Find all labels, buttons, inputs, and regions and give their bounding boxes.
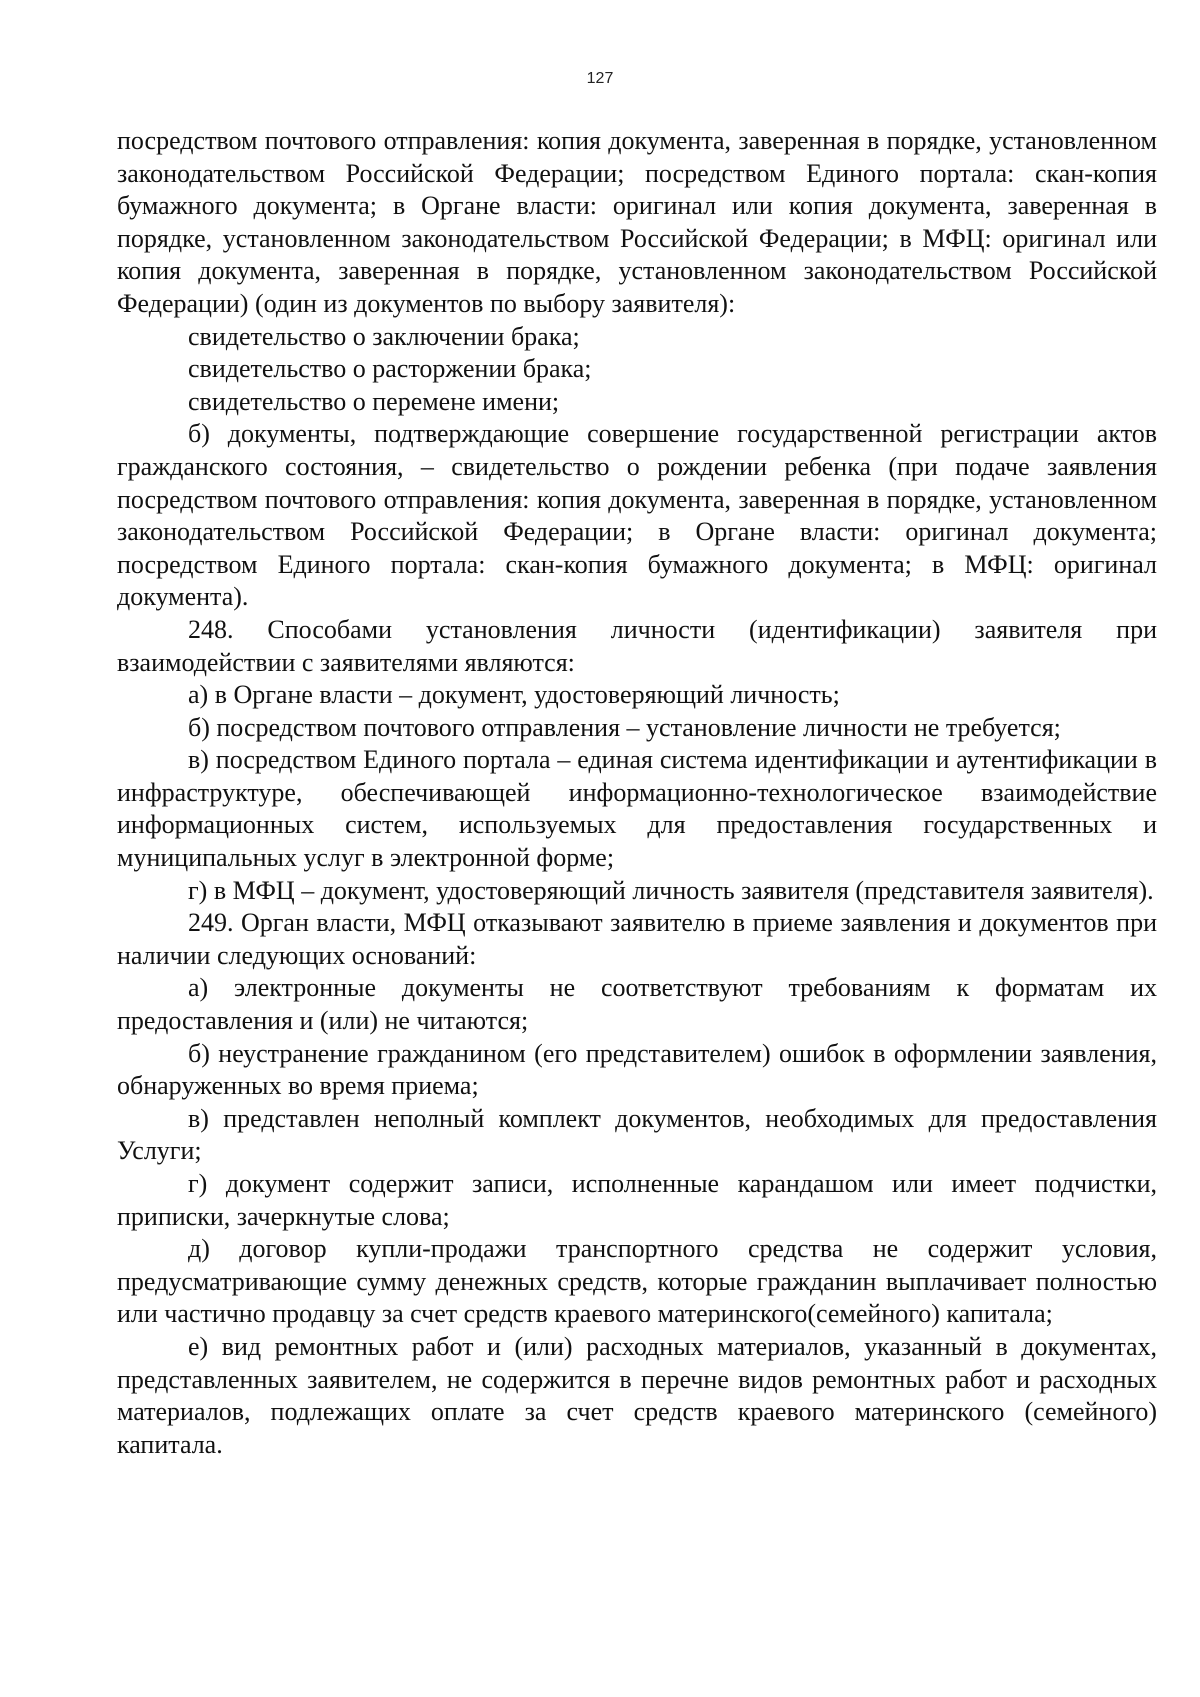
paragraph: г) документ содержит записи, исполненные карандашом или имеет подчистки, приписки, зачеркнутые слова; bbox=[117, 1169, 1157, 1231]
paragraph: б) посредством почтового отправления – установление личности не требуется; bbox=[188, 712, 1061, 742]
paragraph: а) электронные документы не соответствуют требованиям к форматам их предоставления и (или) не читаются; bbox=[117, 973, 1157, 1036]
page-number: 127 bbox=[586, 70, 614, 87]
paragraph: свидетельство о перемене имени; bbox=[188, 386, 560, 416]
paragraph: г) в МФЦ – документ, удостоверяющий личность заявителя (представителя заявителя). bbox=[188, 875, 1154, 905]
paragraph: посредством почтового отправления: копия документа, заверенная в порядке, установленном законодательством Российской Федерации; посредством Единого портала: скан-копия бумажного документа; в Органе власти: оригинал или копия документа, заверенная в порядке, установленном законодательством Российской Федерации; в МФЦ: оригинал или копия документа, заверенная в порядке, установленном законодательством Российской Федерации) (один из документов по выбору заявителя): bbox=[117, 126, 1157, 318]
document-body bbox=[117, 125, 1157, 1461]
paragraph: е) вид ремонтных работ и (или) расходных материалов, указанный в документах, представленных заявителем, не содержится в перечне видов ремонтных работ и расходных материалов, подлежащих оплате за счет средств краевого материнского (семейного) капитала. bbox=[117, 1331, 1157, 1459]
paragraph: в) посредством Единого портала – единая система идентификации и аутентификации в инфраструктуре, обеспечивающей информационно-технологическое взаимодействие информационных систем, используемых для предоставления государственных и муниципальных услуг в электронной форме; bbox=[117, 745, 1157, 873]
paragraph: в) представлен неполный комплект документов, необходимых для предоставления Услуги; bbox=[117, 1103, 1157, 1166]
paragraph: свидетельство о расторжении брака; bbox=[188, 354, 592, 384]
paragraph: 249. Орган власти, МФЦ отказывают заявителю в приеме заявления и документов при наличии следующих оснований: bbox=[117, 908, 1157, 970]
paragraph: а) в Органе власти – документ, удостоверяющий личность; bbox=[188, 680, 840, 710]
paragraph: д) договор купли-продажи транспортного средства не содержит условия, предусматривающие сумму денежных средств, которые гражданин выплачивает полностью или частично продавцу за счет средств краевого материнского(семейного) капитала; bbox=[117, 1234, 1157, 1329]
paragraph: 248. Способами установления личности (идентификации) заявителя при взаимодействии с заявителями являются: bbox=[117, 614, 1157, 677]
paragraph: б) неустранение гражданином (его представителем) ошибок в оформлении заявления, обнаруженных во время приема; bbox=[117, 1038, 1157, 1101]
paragraph: свидетельство о заключении брака; bbox=[188, 321, 580, 351]
paragraph: б) документы, подтверждающие совершение государственной регистрации актов гражданского состояния, – свидетельство о рождении ребенка (при подаче заявления посредством почтового отправления: копия документа, заверенная в порядке, установленном законодательством Российской Федерации; в Органе власти: оригинал документа; посредством Единого портала: скан-копия бумажного документа; в МФЦ: оригинал документа). bbox=[117, 419, 1157, 612]
